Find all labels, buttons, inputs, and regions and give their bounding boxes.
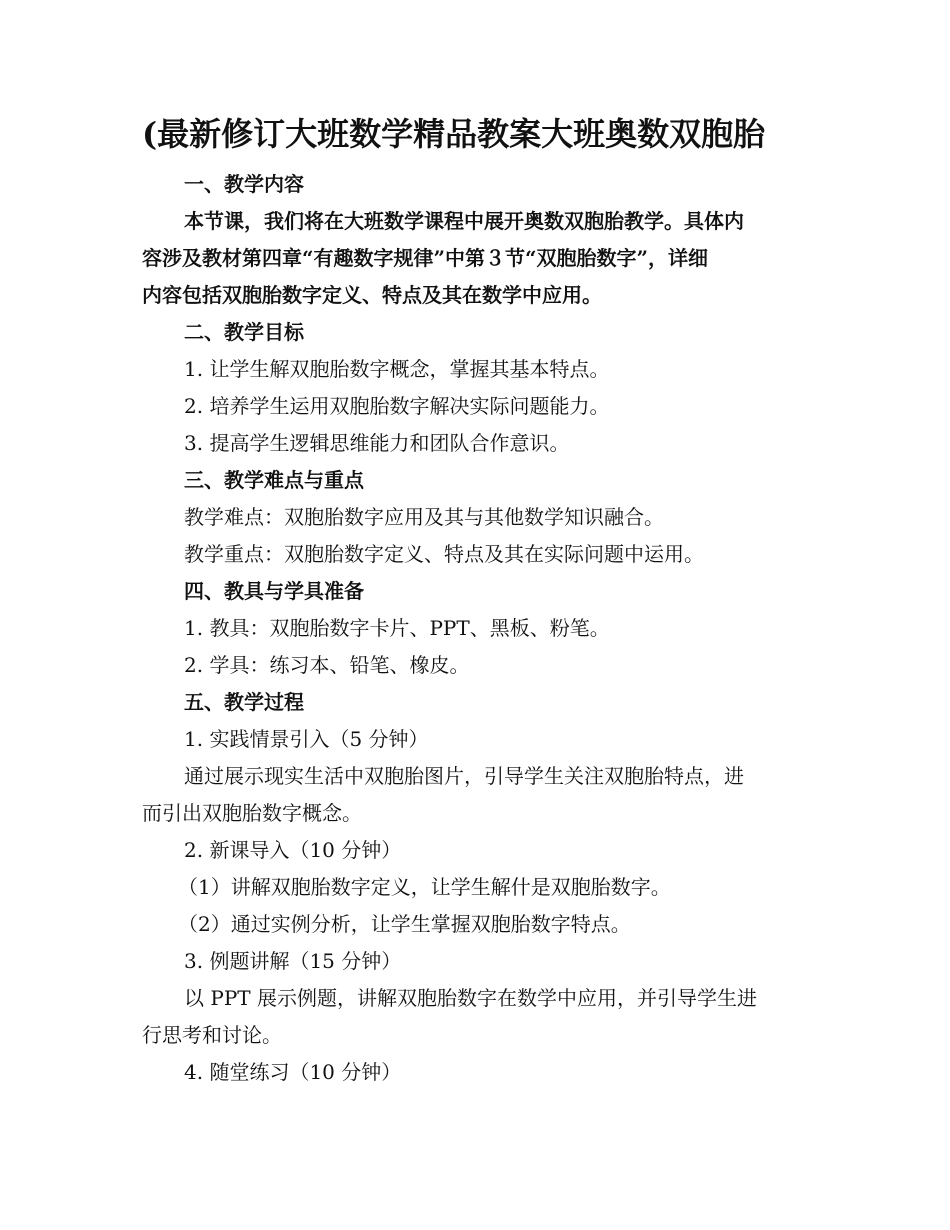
- list-item: 3. 提高学生逻辑思维能力和团队合作意识。: [184, 431, 570, 455]
- list-item: 1. 让学生解双胞胎数字概念，掌握其基本特点。: [184, 357, 610, 381]
- step-title: 3. 例题讲解（15 分钟）: [184, 949, 402, 973]
- paragraph-line: 容涉及教材第四章“有趣数字规律”中第３节“双胞胎数字”，详细: [142, 246, 709, 270]
- paragraph-line: 通过展示现实生活中双胞胎图片，引导学生关注双胞胎特点，进: [184, 764, 744, 788]
- step-title: 1. 实践情景引入（5 分钟）: [184, 727, 429, 751]
- difficulty-text: 教学难点：双胞胎数字应用及其与其他数学知识融合。: [184, 505, 664, 529]
- section-heading-materials: 四、教具与学具准备: [184, 579, 364, 603]
- step-title: 2. 新课导入（10 分钟）: [184, 838, 402, 862]
- paragraph-line: 以 PPT 展示例题，讲解双胞胎数字在数学中应用，并引导学生进: [184, 986, 757, 1010]
- sub-item: （1）讲解双胞胎数字定义，让学生解什是双胞胎数字。: [178, 875, 671, 899]
- document-body: [142, 166, 802, 1091]
- list-item: 2. 学具：练习本、铅笔、橡皮。: [184, 653, 470, 677]
- document-title: (最新修订大班数学精品教案大班奥数双胞胎: [142, 115, 766, 153]
- paragraph-line: 本节课，我们将在大班数学课程中展开奥数双胞胎教学。具体内: [184, 209, 744, 233]
- list-item: 2. 培养学生运用双胞胎数字解决实际问题能力。: [184, 394, 610, 418]
- key-point-text: 教学重点：双胞胎数字定义、特点及其在实际问题中运用。: [184, 542, 704, 566]
- paragraph-line: 而引出双胞胎数字概念。: [142, 801, 362, 825]
- sub-item: （2）通过实例分析，让学生掌握双胞胎数字特点。: [178, 912, 631, 936]
- section-heading-teaching-goals: 二、教学目标: [184, 320, 304, 344]
- list-item: 1. 教具：双胞胎数字卡片、PPT、黑板、粉笔。: [184, 616, 610, 640]
- section-heading-difficulties: 三、教学难点与重点: [184, 468, 364, 492]
- step-title: 4. 随堂练习（10 分钟）: [184, 1060, 402, 1084]
- section-heading-process: 五、教学过程: [184, 690, 304, 714]
- section-heading-teaching-content: 一、教学内容: [184, 172, 304, 196]
- paragraph-line: 内容包括双胞胎数字定义、特点及其在数学中应用。: [142, 283, 602, 307]
- paragraph-line: 行思考和讨论。: [142, 1023, 282, 1047]
